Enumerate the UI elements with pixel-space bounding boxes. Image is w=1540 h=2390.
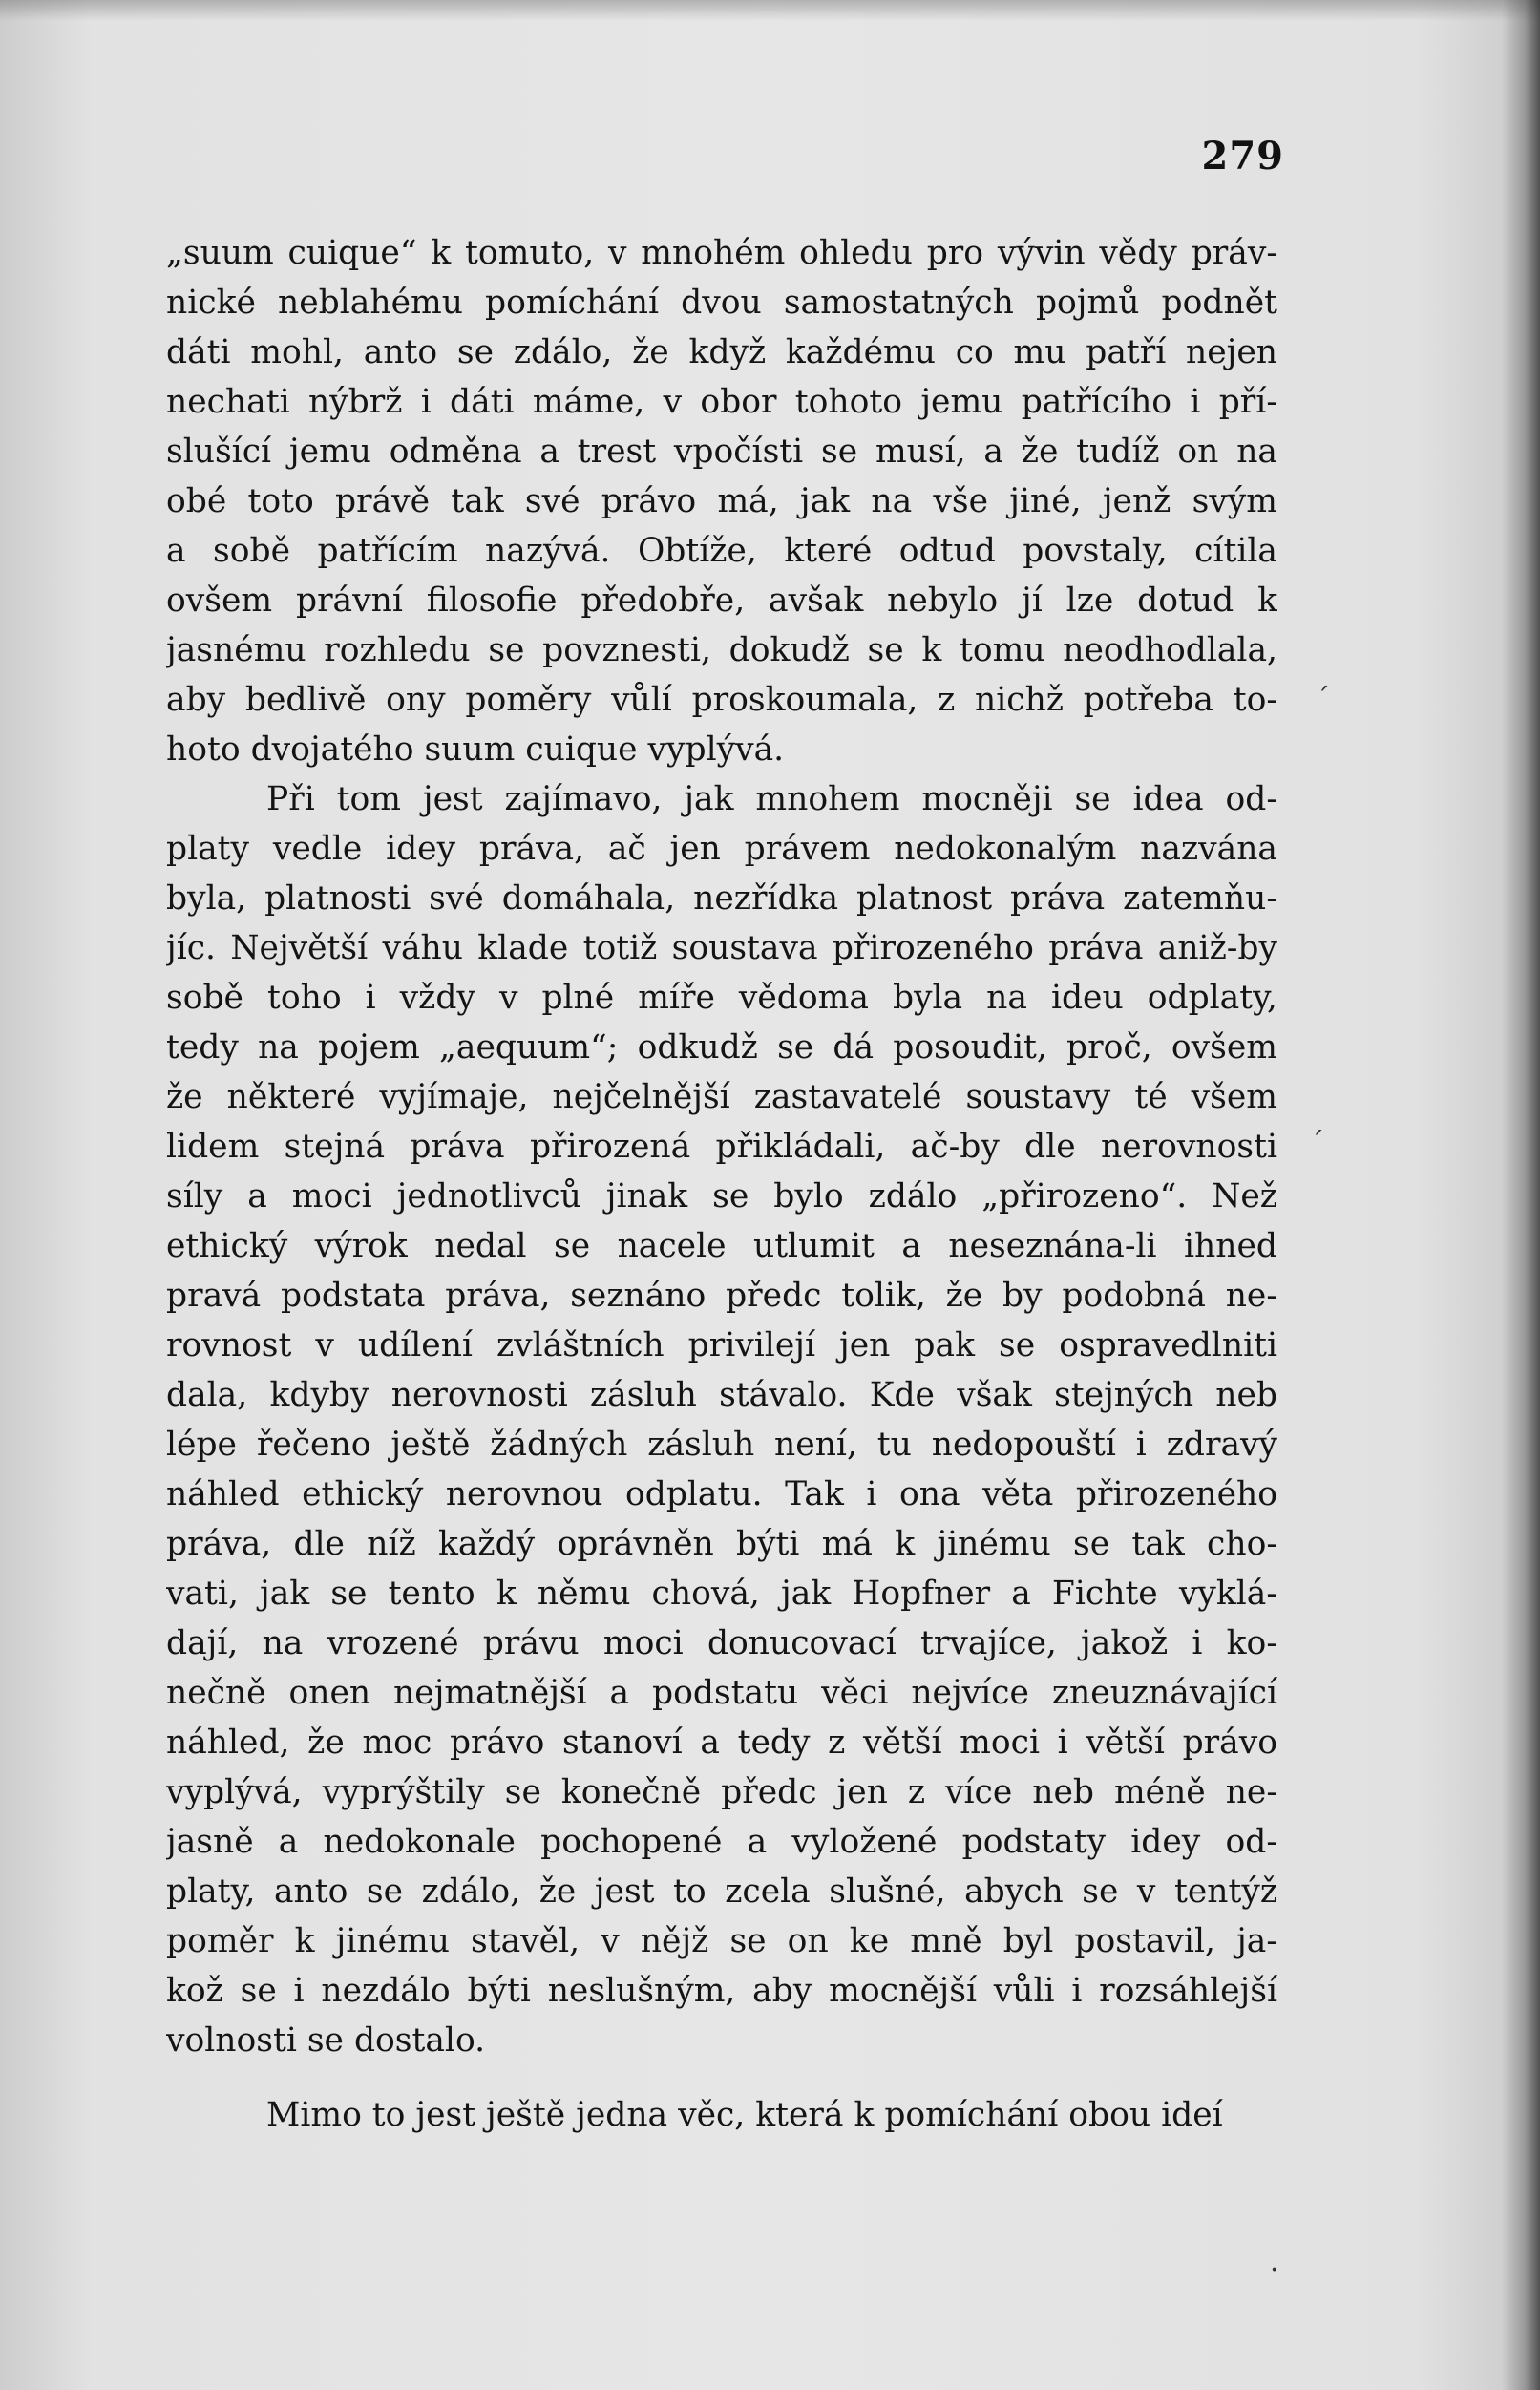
text-line: lépe řečeno ještě žádných zásluh není, tu nedopouští i zdravý [166,1426,1277,1464]
text-line: lidem stejná práva přirozená přikládali, ač-by dle nerovnosti [166,1128,1277,1166]
text-line: síly a moci jednotlivců jinak se bylo zdálo „přirozeno“. Než [166,1177,1277,1216]
margin-mark: ˊ [1316,683,1330,716]
text-line: slušící jemu odměna a trest vpočísti se musí, a že tudíž on na [166,433,1277,471]
text-line: tedy na pojem „aequum“; odkudž se dá posoudit, proč, ovšem [166,1028,1277,1067]
page-text [166,228,1277,2140]
text-line: a sobě patřícím nazývá. Obtíže, které odtud povstaly, cítila [166,532,1277,570]
text-line: nečně onen nejmatnější a podstatu věci nejvíce zneuznávající [166,1674,1277,1712]
text-line: pravá podstata práva, seznáno předc tolik, že by podobná ne- [166,1277,1277,1315]
text-line: jasně a nedokonale pochopené a vyložené podstaty idey od- [166,1823,1277,1861]
text-line: ovšem právní filosofie předobře, avšak nebylo jí lze dotud k [166,582,1277,620]
text-line: nechati nýbrž i dáti máme, v obor tohoto jemu patřícího i pří- [166,383,1277,421]
text-line: dala, kdyby nerovnosti zásluh stávalo. Kde však stejných neb [166,1376,1277,1414]
text-line: aby bedlivě ony poměry vůlí proskoumala, z nichž potřeba to- [166,681,1277,719]
text-line: náhled, že moc právo stanoví a tedy z větší moci i větší právo [166,1724,1277,1762]
page-edge-shadow [1502,0,1540,2390]
text-line: dají, na vrozené právu moci donucovací trvajíce, jakož i ko- [166,1624,1277,1662]
margin-mark: ˊ [1310,1127,1324,1160]
text-line: vati, jak se tento k němu chová, jak Hopfner a Fichte vyklá- [166,1575,1277,1613]
text-line: platy vedle idey práva, ač jen právem nedokonalým nazvána [166,830,1277,868]
text-line: náhled ethický nerovnou odplatu. Tak i ona věta přirozeného [166,1475,1277,1513]
text-line: jíc. Největší váhu klade totiž soustava přirozeného práva aniž-by [166,929,1277,967]
paragraph-start-line: Mimo to jest ještě jedna věc, která k pomíchání obou ideí [266,2096,1223,2134]
text-line: poměr k jinému stavěl, v nějž se on ke mně byl postavil, ja- [166,1922,1277,1960]
text-line: dáti mohl, anto se zdálo, že když každému co mu patří nejen [166,333,1277,371]
text-line: nické neblahému pomíchání dvou samostatných pojmů podnět [166,284,1277,322]
text-line: „suum cuique“ k tomuto, v mnohém ohledu pro vývin vědy práv- [166,234,1277,272]
paragraph-end-line: hoto dvojatého suum cuique vyplývá. [166,730,785,769]
text-line: ethický výrok nedal se nacele utlumit a neseznána-li ihned [166,1227,1277,1265]
margin-speck: · [1270,2253,1279,2287]
text-line: sobě toho i vždy v plné míře vědoma byla na ideu odplaty, [166,979,1277,1017]
text-line: kož se i nezdálo býti neslušným, aby mocnější vůli i rozsáhlejší [166,1972,1277,2010]
text-line: rovnost v udílení zvláštních privilejí jen pak se ospravedlniti [166,1326,1277,1364]
page-number: 279 [1201,134,1284,179]
text-line: že některé vyjímaje, nejčelnější zastavatelé soustavy té všem [166,1078,1277,1116]
text-line: byla, platnosti své domáhala, nezřídka platnost práva zatemňu- [166,879,1277,918]
paragraph-end-line: volnosti se dostalo. [166,2021,486,2060]
paragraph-start-line: Při tom jest zajímavo, jak mnohem mocněji se idea od- [266,780,1277,818]
text-line: práva, dle níž každý oprávněn býti má k jinému se tak cho- [166,1525,1277,1563]
text-line: vyplývá, vyprýštily se konečně předc jen z více neb méně ne- [166,1773,1277,1811]
text-line: jasnému rozhledu se povznesti, dokudž se k tomu neodhodlala, [166,631,1277,669]
text-line: obé toto právě tak své právo má, jak na vše jiné, jenž svým [166,482,1277,520]
text-line: platy, anto se zdálo, že jest to zcela slušné, abych se v tentýž [166,1872,1277,1911]
page-top-shadow [0,0,1540,21]
